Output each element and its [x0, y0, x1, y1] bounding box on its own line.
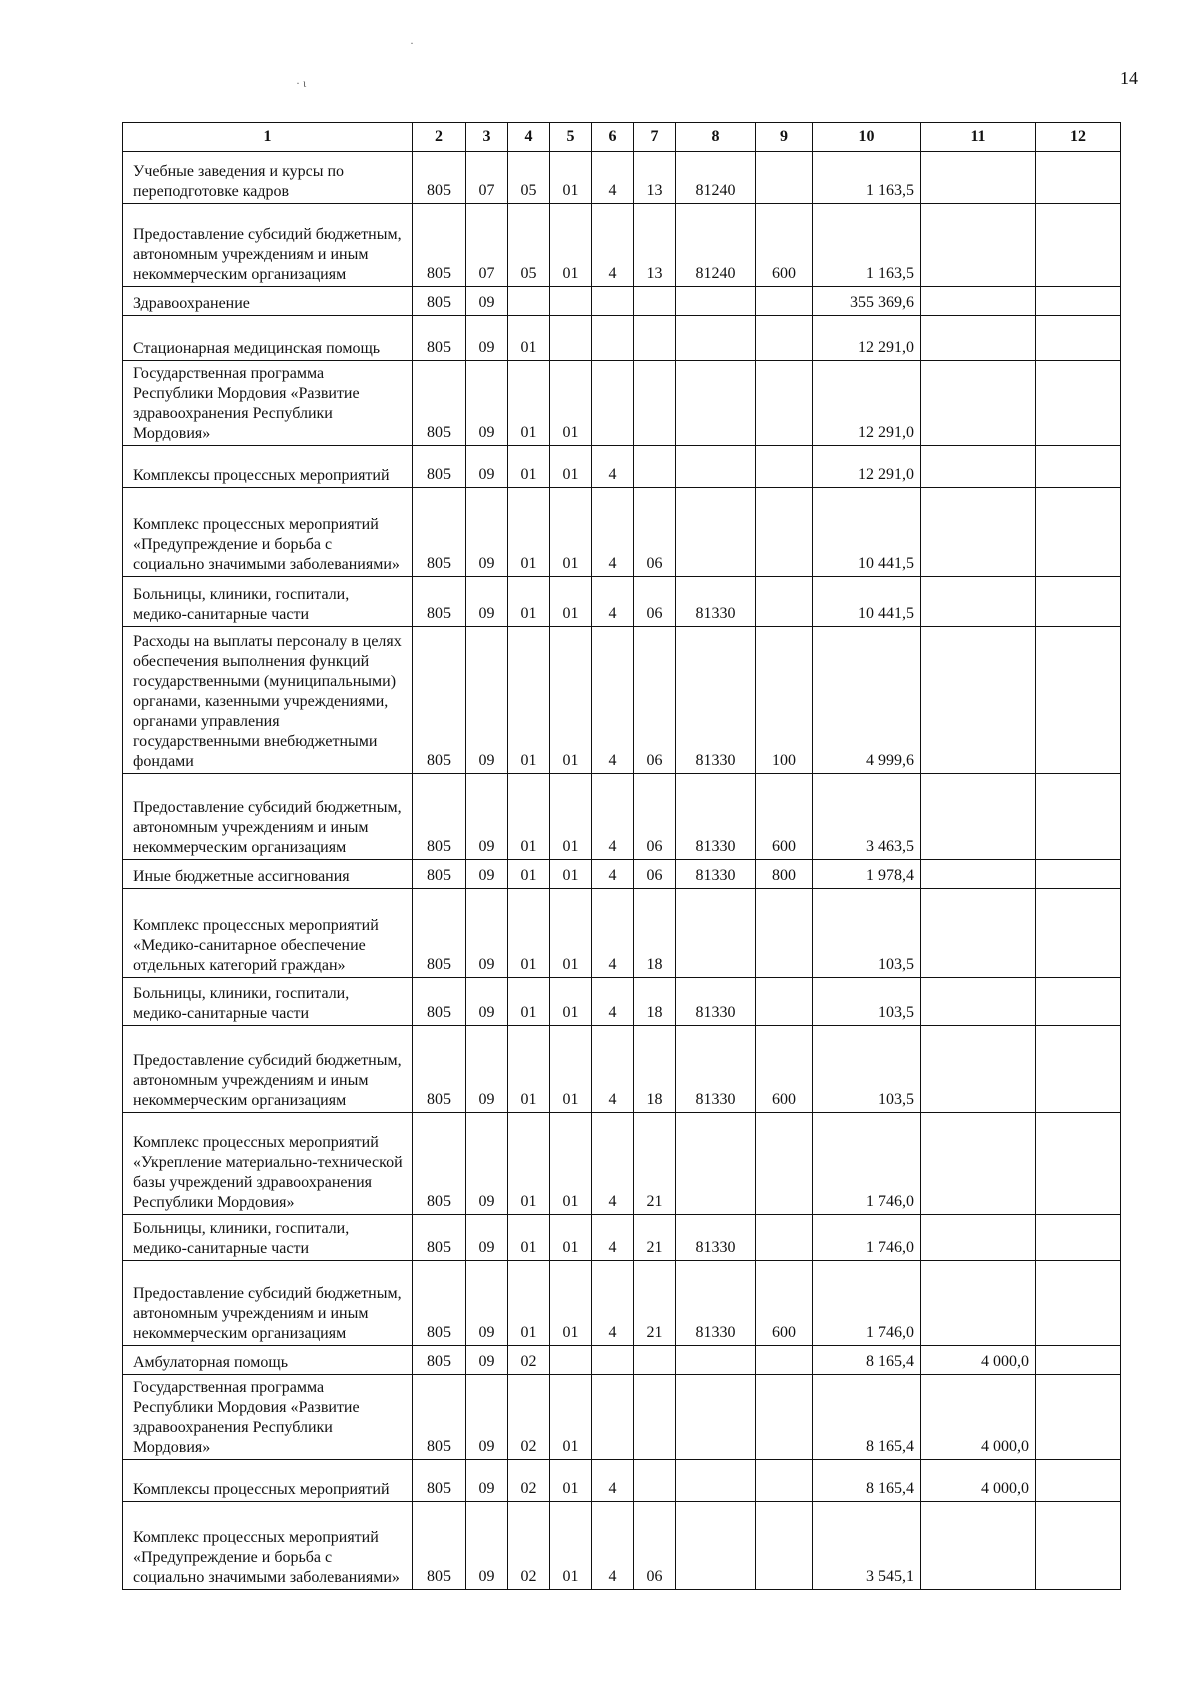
column-header-6: 6: [592, 123, 634, 152]
code-cell-col-6: 4: [592, 1113, 634, 1215]
budget-table: [122, 122, 1121, 1590]
column-header-5: 5: [550, 123, 592, 152]
column-header-2: 2: [413, 123, 466, 152]
code-cell-col-3: 09: [466, 1261, 508, 1346]
code-cell-col-8: 81330: [676, 1026, 756, 1113]
code-cell-col-6: [592, 287, 634, 316]
code-cell-col-8: [676, 361, 756, 446]
code-cell-col-4: 02: [508, 1502, 550, 1590]
code-cell-col-6: [592, 1346, 634, 1375]
amount-cell-col-10: 1 163,5: [813, 204, 921, 287]
code-cell-col-3: 09: [466, 577, 508, 627]
code-cell-col-5: 01: [550, 1502, 592, 1590]
code-cell-col-5: [550, 316, 592, 361]
code-cell-col-4: 05: [508, 152, 550, 204]
amount-cell-col-11: [921, 287, 1036, 316]
code-cell-col-2: 805: [413, 488, 466, 577]
amount-cell-col-10: 12 291,0: [813, 361, 921, 446]
expense-name-cell: Больницы, клиники, госпитали, медико-санитарные части: [123, 577, 413, 627]
amount-cell-col-12: [1036, 1502, 1121, 1590]
code-cell-col-2: 805: [413, 860, 466, 889]
code-cell-col-9: [756, 978, 813, 1026]
column-header-8: 8: [676, 123, 756, 152]
code-cell-col-6: 4: [592, 1026, 634, 1113]
table-row: [123, 204, 1121, 287]
code-cell-col-9: 600: [756, 204, 813, 287]
code-cell-col-4: [508, 287, 550, 316]
code-cell-col-8: 81240: [676, 152, 756, 204]
code-cell-col-7: 13: [634, 152, 676, 204]
amount-cell-col-12: [1036, 1113, 1121, 1215]
code-cell-col-9: [756, 1460, 813, 1502]
amount-cell-col-11: [921, 1026, 1036, 1113]
amount-cell-col-10: 1 978,4: [813, 860, 921, 889]
code-cell-col-6: 4: [592, 152, 634, 204]
expense-name-cell: Государственная программа Республики Мордовия «Развитие здравоохранения Республики Мордовия»: [123, 361, 413, 446]
code-cell-col-3: 09: [466, 860, 508, 889]
header-row: [123, 123, 1121, 152]
expense-name-cell: Расходы на выплаты персоналу в целях обеспечения выполнения функций государственными (муниципальными) органами, казенными учреждениями, органами управления государственными внебюджетными фондами: [123, 627, 413, 774]
table-row: [123, 1026, 1121, 1113]
code-cell-col-2: 805: [413, 627, 466, 774]
code-cell-col-2: 805: [413, 577, 466, 627]
column-header-4: 4: [508, 123, 550, 152]
code-cell-col-3: 09: [466, 1502, 508, 1590]
code-cell-col-8: 81330: [676, 774, 756, 860]
code-cell-col-6: 4: [592, 446, 634, 488]
code-cell-col-5: 01: [550, 577, 592, 627]
code-cell-col-7: [634, 316, 676, 361]
code-cell-col-2: 805: [413, 1346, 466, 1375]
code-cell-col-4: 01: [508, 774, 550, 860]
code-cell-col-7: 06: [634, 774, 676, 860]
expense-name-cell: Комплексы процессных мероприятий: [123, 1460, 413, 1502]
code-cell-col-9: [756, 1346, 813, 1375]
expense-name-cell: Амбулаторная помощь: [123, 1346, 413, 1375]
code-cell-col-2: 805: [413, 1261, 466, 1346]
table-row: [123, 287, 1121, 316]
column-header-1: 1: [123, 123, 413, 152]
amount-cell-col-10: 8 165,4: [813, 1460, 921, 1502]
amount-cell-col-12: [1036, 1026, 1121, 1113]
code-cell-col-6: 4: [592, 774, 634, 860]
code-cell-col-5: 01: [550, 889, 592, 978]
table-row: [123, 978, 1121, 1026]
code-cell-col-4: 02: [508, 1460, 550, 1502]
table-row: [123, 1346, 1121, 1375]
code-cell-col-4: 01: [508, 1261, 550, 1346]
code-cell-col-3: 09: [466, 488, 508, 577]
scan-mark: · ι: [296, 76, 307, 90]
code-cell-col-7: [634, 287, 676, 316]
amount-cell-col-11: [921, 577, 1036, 627]
code-cell-col-7: [634, 446, 676, 488]
amount-cell-col-12: [1036, 316, 1121, 361]
code-cell-col-7: 21: [634, 1215, 676, 1261]
code-cell-col-2: 805: [413, 889, 466, 978]
code-cell-col-5: 01: [550, 978, 592, 1026]
amount-cell-col-10: 8 165,4: [813, 1346, 921, 1375]
table-row: [123, 1215, 1121, 1261]
code-cell-col-6: 4: [592, 1502, 634, 1590]
amount-cell-col-10: 12 291,0: [813, 446, 921, 488]
amount-cell-col-11: 4 000,0: [921, 1346, 1036, 1375]
code-cell-col-5: 01: [550, 774, 592, 860]
code-cell-col-5: 01: [550, 446, 592, 488]
code-cell-col-6: 4: [592, 577, 634, 627]
code-cell-col-9: 600: [756, 774, 813, 860]
code-cell-col-5: 01: [550, 1215, 592, 1261]
code-cell-col-3: 09: [466, 316, 508, 361]
amount-cell-col-11: [921, 152, 1036, 204]
code-cell-col-8: 81330: [676, 1261, 756, 1346]
table-row: [123, 1460, 1121, 1502]
amount-cell-col-12: [1036, 287, 1121, 316]
code-cell-col-6: 4: [592, 1215, 634, 1261]
expense-name-cell: Больницы, клиники, госпитали, медико-санитарные части: [123, 978, 413, 1026]
code-cell-col-4: 01: [508, 627, 550, 774]
amount-cell-col-11: 4 000,0: [921, 1375, 1036, 1460]
code-cell-col-9: [756, 287, 813, 316]
expense-name-cell: Предоставление субсидий бюджетным, автономным учреждениям и иным некоммерческим организациям: [123, 774, 413, 860]
amount-cell-col-11: [921, 774, 1036, 860]
code-cell-col-9: 600: [756, 1026, 813, 1113]
expense-name-cell: Комплекс процессных мероприятий «Медико-санитарное обеспечение отдельных категорий граждан»: [123, 889, 413, 978]
table-row: [123, 1113, 1121, 1215]
code-cell-col-3: 09: [466, 627, 508, 774]
amount-cell-col-12: [1036, 361, 1121, 446]
expense-name-cell: Предоставление субсидий бюджетным, автономным учреждениям и иным некоммерческим организациям: [123, 1026, 413, 1113]
amount-cell-col-10: 12 291,0: [813, 316, 921, 361]
table-row: [123, 1261, 1121, 1346]
code-cell-col-8: 81240: [676, 204, 756, 287]
amount-cell-col-10: 103,5: [813, 1026, 921, 1113]
code-cell-col-5: 01: [550, 488, 592, 577]
code-cell-col-9: [756, 1215, 813, 1261]
table-row: [123, 1502, 1121, 1590]
expense-name-cell: Здравоохранение: [123, 287, 413, 316]
code-cell-col-4: 02: [508, 1375, 550, 1460]
code-cell-col-4: 01: [508, 446, 550, 488]
table-row: [123, 577, 1121, 627]
code-cell-col-4: 01: [508, 889, 550, 978]
code-cell-col-2: 805: [413, 1026, 466, 1113]
code-cell-col-5: [550, 287, 592, 316]
amount-cell-col-12: [1036, 889, 1121, 978]
code-cell-col-4: 01: [508, 361, 550, 446]
expense-name-cell: Стационарная медицинская помощь: [123, 316, 413, 361]
amount-cell-col-10: 4 999,6: [813, 627, 921, 774]
code-cell-col-5: 01: [550, 204, 592, 287]
amount-cell-col-11: [921, 1502, 1036, 1590]
code-cell-col-5: [550, 1346, 592, 1375]
code-cell-col-3: 09: [466, 978, 508, 1026]
code-cell-col-9: [756, 1375, 813, 1460]
code-cell-col-7: [634, 1375, 676, 1460]
code-cell-col-6: 4: [592, 978, 634, 1026]
page-number: 14: [1120, 68, 1138, 88]
code-cell-col-2: 805: [413, 446, 466, 488]
column-header-9: 9: [756, 123, 813, 152]
code-cell-col-3: 09: [466, 1460, 508, 1502]
amount-cell-col-11: [921, 1215, 1036, 1261]
code-cell-col-6: 4: [592, 889, 634, 978]
amount-cell-col-12: [1036, 627, 1121, 774]
code-cell-col-5: 01: [550, 1460, 592, 1502]
code-cell-col-8: [676, 446, 756, 488]
code-cell-col-2: 805: [413, 152, 466, 204]
code-cell-col-4: 01: [508, 860, 550, 889]
code-cell-col-9: 100: [756, 627, 813, 774]
code-cell-col-7: 18: [634, 889, 676, 978]
code-cell-col-9: [756, 889, 813, 978]
code-cell-col-4: 01: [508, 316, 550, 361]
table-row: [123, 361, 1121, 446]
expense-name-cell: Предоставление субсидий бюджетным, автономным учреждениям и иным некоммерческим организациям: [123, 204, 413, 287]
code-cell-col-6: 4: [592, 204, 634, 287]
code-cell-col-9: [756, 446, 813, 488]
code-cell-col-9: [756, 152, 813, 204]
amount-cell-col-11: [921, 1261, 1036, 1346]
expense-name-cell: Предоставление субсидий бюджетным, автономным учреждениям и иным некоммерческим организациям: [123, 1261, 413, 1346]
amount-cell-col-11: 4 000,0: [921, 1460, 1036, 1502]
code-cell-col-8: 81330: [676, 1215, 756, 1261]
amount-cell-col-12: [1036, 446, 1121, 488]
code-cell-col-3: 09: [466, 1113, 508, 1215]
code-cell-col-7: 13: [634, 204, 676, 287]
code-cell-col-9: [756, 361, 813, 446]
code-cell-col-3: 09: [466, 1375, 508, 1460]
code-cell-col-6: 4: [592, 627, 634, 774]
code-cell-col-9: [756, 488, 813, 577]
code-cell-col-3: 09: [466, 287, 508, 316]
amount-cell-col-11: [921, 488, 1036, 577]
code-cell-col-5: 01: [550, 860, 592, 889]
code-cell-col-4: 01: [508, 1113, 550, 1215]
amount-cell-col-10: 103,5: [813, 889, 921, 978]
code-cell-col-3: 09: [466, 446, 508, 488]
code-cell-col-5: 01: [550, 1261, 592, 1346]
amount-cell-col-12: [1036, 860, 1121, 889]
code-cell-col-6: 4: [592, 1261, 634, 1346]
code-cell-col-8: [676, 287, 756, 316]
code-cell-col-2: 805: [413, 774, 466, 860]
code-cell-col-4: 05: [508, 204, 550, 287]
code-cell-col-4: 01: [508, 488, 550, 577]
code-cell-col-5: 01: [550, 627, 592, 774]
amount-cell-col-11: [921, 860, 1036, 889]
expense-name-cell: Комплекс процессных мероприятий «Предупреждение и борьба с социально значимыми заболеваниями»: [123, 488, 413, 577]
amount-cell-col-11: [921, 446, 1036, 488]
code-cell-col-8: [676, 889, 756, 978]
column-header-3: 3: [466, 123, 508, 152]
expense-name-cell: Иные бюджетные ассигнования: [123, 860, 413, 889]
table-row: [123, 860, 1121, 889]
column-header-11: 11: [921, 123, 1036, 152]
code-cell-col-2: 805: [413, 1215, 466, 1261]
code-cell-col-8: [676, 1375, 756, 1460]
code-cell-col-4: 01: [508, 1215, 550, 1261]
code-cell-col-5: 01: [550, 1375, 592, 1460]
code-cell-col-6: 4: [592, 1460, 634, 1502]
code-cell-col-9: [756, 577, 813, 627]
amount-cell-col-11: [921, 204, 1036, 287]
table-row: [123, 488, 1121, 577]
code-cell-col-3: 07: [466, 204, 508, 287]
amount-cell-col-12: [1036, 1346, 1121, 1375]
code-cell-col-6: 4: [592, 860, 634, 889]
amount-cell-col-12: [1036, 204, 1121, 287]
amount-cell-col-10: 1 746,0: [813, 1261, 921, 1346]
code-cell-col-4: 01: [508, 577, 550, 627]
code-cell-col-7: [634, 1460, 676, 1502]
code-cell-col-7: 06: [634, 860, 676, 889]
code-cell-col-2: 805: [413, 287, 466, 316]
code-cell-col-3: 09: [466, 1215, 508, 1261]
code-cell-col-7: 06: [634, 577, 676, 627]
amount-cell-col-10: 1 746,0: [813, 1113, 921, 1215]
amount-cell-col-10: 3 545,1: [813, 1502, 921, 1590]
amount-cell-col-11: [921, 978, 1036, 1026]
amount-cell-col-12: [1036, 1460, 1121, 1502]
code-cell-col-6: [592, 316, 634, 361]
code-cell-col-4: 01: [508, 1026, 550, 1113]
code-cell-col-2: 805: [413, 204, 466, 287]
expense-name-cell: Комплекс процессных мероприятий «Укрепление материально-технической базы учреждений здравоохранения Республики Мордовия»: [123, 1113, 413, 1215]
column-header-12: 12: [1036, 123, 1121, 152]
code-cell-col-8: [676, 488, 756, 577]
code-cell-col-8: 81330: [676, 978, 756, 1026]
code-cell-col-7: 18: [634, 978, 676, 1026]
code-cell-col-8: [676, 1346, 756, 1375]
code-cell-col-8: [676, 1502, 756, 1590]
code-cell-col-2: 805: [413, 1113, 466, 1215]
amount-cell-col-10: 1 746,0: [813, 1215, 921, 1261]
amount-cell-col-12: [1036, 1261, 1121, 1346]
column-header-10: 10: [813, 123, 921, 152]
code-cell-col-7: [634, 1346, 676, 1375]
code-cell-col-5: 01: [550, 152, 592, 204]
expense-name-cell: Государственная программа Республики Мордовия «Развитие здравоохранения Республики Мордовия»: [123, 1375, 413, 1460]
code-cell-col-9: [756, 1113, 813, 1215]
amount-cell-col-12: [1036, 978, 1121, 1026]
code-cell-col-7: 06: [634, 627, 676, 774]
code-cell-col-7: 06: [634, 488, 676, 577]
code-cell-col-8: 81330: [676, 860, 756, 889]
code-cell-col-9: 800: [756, 860, 813, 889]
amount-cell-col-12: [1036, 577, 1121, 627]
amount-cell-col-10: 355 369,6: [813, 287, 921, 316]
scan-mark: ·: [410, 36, 414, 50]
table-row: [123, 446, 1121, 488]
code-cell-col-8: 81330: [676, 577, 756, 627]
amount-cell-col-10: 3 463,5: [813, 774, 921, 860]
code-cell-col-6: 4: [592, 488, 634, 577]
code-cell-col-9: [756, 316, 813, 361]
code-cell-col-8: [676, 1113, 756, 1215]
amount-cell-col-10: 103,5: [813, 978, 921, 1026]
table-row: [123, 316, 1121, 361]
code-cell-col-3: 09: [466, 774, 508, 860]
amount-cell-col-10: 10 441,5: [813, 488, 921, 577]
code-cell-col-6: [592, 1375, 634, 1460]
column-header-7: 7: [634, 123, 676, 152]
code-cell-col-4: 02: [508, 1346, 550, 1375]
amount-cell-col-11: [921, 627, 1036, 774]
code-cell-col-7: 18: [634, 1026, 676, 1113]
code-cell-col-8: [676, 316, 756, 361]
code-cell-col-5: 01: [550, 1113, 592, 1215]
table-row: [123, 774, 1121, 860]
amount-cell-col-10: 10 441,5: [813, 577, 921, 627]
code-cell-col-2: 805: [413, 978, 466, 1026]
table-row: [123, 627, 1121, 774]
table-body: [123, 152, 1121, 1590]
amount-cell-col-11: [921, 316, 1036, 361]
code-cell-col-5: 01: [550, 361, 592, 446]
code-cell-col-5: 01: [550, 1026, 592, 1113]
amount-cell-col-11: [921, 889, 1036, 978]
amount-cell-col-12: [1036, 774, 1121, 860]
amount-cell-col-10: 1 163,5: [813, 152, 921, 204]
expense-name-cell: Учебные заведения и курсы по переподготовке кадров: [123, 152, 413, 204]
code-cell-col-9: 600: [756, 1261, 813, 1346]
code-cell-col-4: 01: [508, 978, 550, 1026]
amount-cell-col-11: [921, 1113, 1036, 1215]
amount-cell-col-12: [1036, 1375, 1121, 1460]
amount-cell-col-12: [1036, 1215, 1121, 1261]
amount-cell-col-10: 8 165,4: [813, 1375, 921, 1460]
code-cell-col-2: 805: [413, 316, 466, 361]
amount-cell-col-12: [1036, 152, 1121, 204]
code-cell-col-6: [592, 361, 634, 446]
code-cell-col-2: 805: [413, 1375, 466, 1460]
code-cell-col-8: 81330: [676, 627, 756, 774]
code-cell-col-2: 805: [413, 1502, 466, 1590]
code-cell-col-3: 09: [466, 361, 508, 446]
code-cell-col-3: 09: [466, 1026, 508, 1113]
code-cell-col-2: 805: [413, 361, 466, 446]
code-cell-col-2: 805: [413, 1460, 466, 1502]
code-cell-col-7: [634, 361, 676, 446]
amount-cell-col-11: [921, 361, 1036, 446]
code-cell-col-3: 07: [466, 152, 508, 204]
table-row: [123, 152, 1121, 204]
expense-name-cell: Комплекс процессных мероприятий «Предупреждение и борьба с социально значимыми заболеваниями»: [123, 1502, 413, 1590]
table-row: [123, 889, 1121, 978]
code-cell-col-7: 21: [634, 1261, 676, 1346]
code-cell-col-7: 06: [634, 1502, 676, 1590]
code-cell-col-8: [676, 1460, 756, 1502]
code-cell-col-3: 09: [466, 889, 508, 978]
table-row: [123, 1375, 1121, 1460]
expense-name-cell: Комплексы процессных мероприятий: [123, 446, 413, 488]
code-cell-col-9: [756, 1502, 813, 1590]
expense-name-cell: Больницы, клиники, госпитали, медико-санитарные части: [123, 1215, 413, 1261]
amount-cell-col-12: [1036, 488, 1121, 577]
code-cell-col-7: 21: [634, 1113, 676, 1215]
code-cell-col-3: 09: [466, 1346, 508, 1375]
